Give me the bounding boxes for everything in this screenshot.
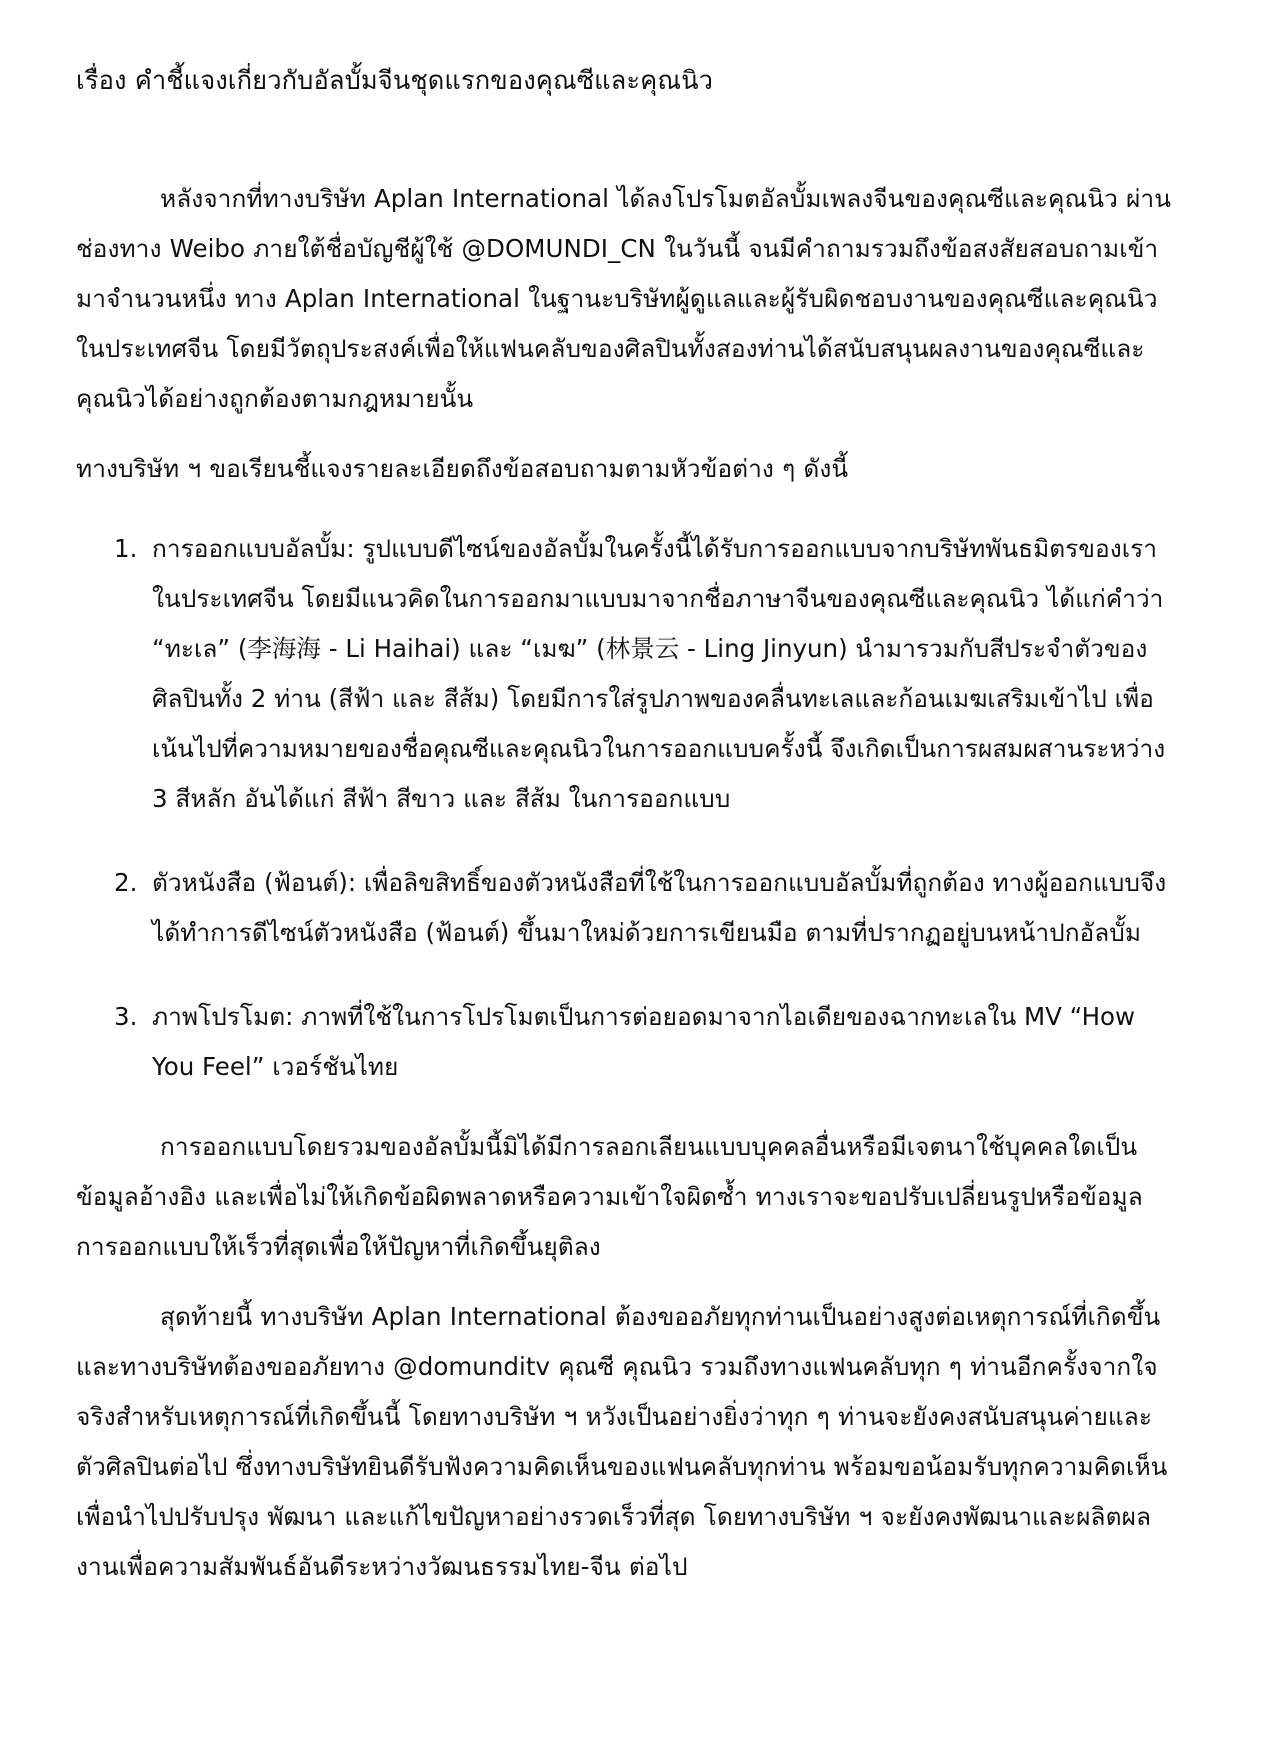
list-item-1-text: การออกแบบอัลบั้ม: รูปแบบดีไซน์ของอัลบั้มในครั้งนี้ได้รับการออกแบบจากบริษัทพันธมิตรของเราในประเทศจีน โดยมีแนวคิดในการออกมาแบบมาจากชื่อภาษาจีนของคุณซีและคุณนิว ได้แก่คำว่า “ทะเล” (李海海 - Li Haihai) และ “เมฆ” (林景云 - Ling Jinyun) นำมารวมกับสีประจำตัวของศิลปินทั้ง 2 ท่าน (สีฟ้า และ สีส้ม) โดยมีการใส่รูปภาพของคลื่นทะเลและก้อนเมฆเสริมเข้าไป เพื่อเน้นไปที่ความหมายของชื่อคุณซีและคุณนิวในการออกแบบครั้งนี้ จึงเกิดเป็นการผสมผสานระหว่าง 3 สีหลัก อันได้แก่ สีฟ้า สีขาว และ สีส้ม ในการออกแบบ <box>152 534 1166 814</box>
numbered-list <box>76 524 1172 1092</box>
closing-paragraph-2: สุดท้ายนี้ ทางบริษัท Aplan International ต้องขออภัยทุกท่านเป็นอย่างสูงต่อเหตุการณ์ที่เกิดขึ้นและทางบริษัทต้องขออภัยทาง @domunditv คุณซี คุณนิว รวมถึงทางแฟนคลับทุก ๆ ท่านอีกครั้งจากใจจริงสำหรับเหตุการณ์ที่เกิดขึ้นนี้ โดยทางบริษัท ฯ หวังเป็นอย่างยิ่งว่าทุก ๆ ท่านจะยังคงสนับสนุนค่ายและตัวศิลปินต่อไป ซึ่งทางบริษัทยินดีรับฟังความคิดเห็นของแฟนคลับทุกท่าน พร้อมขอน้อมรับทุกความคิดเห็นเพื่อนำไปปรับปรุง พัฒนา และแก้ไขปัญหาอย่างรวดเร็วที่สุด โดยทางบริษัท ฯ จะยังคงพัฒนาและผลิตผลงานเพื่อความสัมพันธ์อันดีระหว่างวัฒนธรรมไทย-จีน ต่อไป <box>76 1302 1168 1582</box>
list-item-1 <box>76 524 1172 824</box>
list-bottom-gap <box>76 1092 1172 1122</box>
page-title: เรื่อง คำชี้แจงเกี่ยวกับอัลบั้มจีนชุดแรกของคุณซีและคุณนิว <box>76 66 714 96</box>
paragraph-gap-2 <box>76 1272 1172 1292</box>
list-top-gap <box>76 494 1172 524</box>
lead-in-paragraph: ทางบริษัท ฯ ขอเรียนชี้แจงรายละเอียดถึงข้อสอบถามตามหัวข้อต่าง ๆ ดังนี้ <box>76 454 849 484</box>
title-spacer <box>76 100 1172 174</box>
intro-paragraph: หลังจากที่ทางบริษัท Aplan International ได้ลงโปรโมตอัลบั้มเพลงจีนของคุณซีและคุณนิว ผ่านช่องทาง Weibo ภายใต้ชื่อบัญชีผู้ใช้ @DOMUNDI_CN ในวันนี้ จนมีคำถามรวมถึงข้อสงสัยสอบถามเข้ามาจำนวนหนึ่ง ทาง Aplan International ในฐานะบริษัทผู้ดูแลและผู้รับผิดชอบงานของคุณซีและคุณนิวในประเทศจีน โดยมีวัตถุประสงค์เพื่อให้แฟนคลับของศิลปินทั้งสองท่านได้สนับสนุนผลงานของคุณซีและคุณนิวได้อย่างถูกต้องตามกฎหมายนั้น <box>76 184 1172 414</box>
paragraph-gap-1 <box>76 424 1172 444</box>
closing-paragraph-1: การออกแบบโดยรวมของอัลบั้มนี้มิได้มีการลอกเลียนแบบบุคคลอื่นหรือมีเจตนาใช้บุคคลใดเป็นข้อมูลอ้างอิง และเพื่อไม่ให้เกิดข้อผิดพลาดหรือความเข้าใจผิดซ้ำ ทางเราจะขอปรับเปลี่ยนรูปหรือข้อมูลการออกแบบให้เร็วที่สุดเพื่อให้ปัญหาที่เกิดขึ้นยุติลง <box>76 1132 1143 1262</box>
list-item-2-text: ตัวหนังสือ (ฟ้อนต์): เพื่อลิขสิทธิ์ของตัวหนังสือที่ใช้ในการออกแบบอัลบั้มที่ถูกต้อง ทางผู้ออกแบบจึงได้ทำการดีไซน์ตัวหนังสือ (ฟ้อนต์) ขึ้นมาใหม่ด้วยการเขียนมือ ตามที่ปรากฏอยู่บนหน้าปกอัลบั้ม <box>152 868 1167 948</box>
list-item-3-text: ภาพโปรโมต: ภาพที่ใช้ในการโปรโมตเป็นการต่อยอดมาจากไอเดียของฉากทะเลใน MV “How You Feel” เวอร์ชันไทย <box>152 1002 1136 1082</box>
list-item-2 <box>76 858 1172 958</box>
list-item-3 <box>76 992 1172 1092</box>
